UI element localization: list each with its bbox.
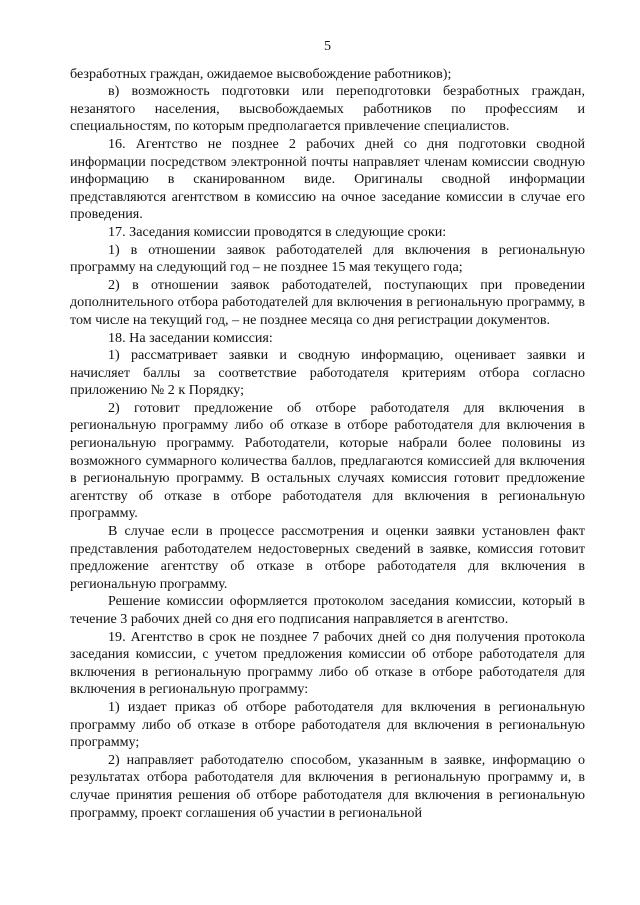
page-number: 5 <box>323 38 332 54</box>
paragraph-17-item-1: 1) в отношении заявок работодателей для включения в региональную программу на следующий год – не позднее 15 мая текущего года; <box>70 241 585 276</box>
paragraph-19-item-2: 2) направляет работодателю способом, указанным в заявке, информацию о результатах отбора работодателя для включения в региональную программу и, в случае принятия решения об отборе работодателя для включения в региональную программу, проект соглашения об участии в региональной <box>70 751 585 821</box>
paragraph-item-v: в) возможность подготовки или переподготовки безработных граждан, незанятого населения, высвобождаемых работников по профессиям и специальностям, по которым предполагается привлечение специалистов. <box>70 83 585 135</box>
paragraph-16: 16. Агентство не позднее 2 рабочих дней со дня подготовки сводной информации посредством электронной почты направляет членам комиссии сводную информацию в сканированном виде. Оригиналы сводной информации представляются агентством в комиссию на очное заседание комиссии в случае его проведения. <box>70 135 585 223</box>
paragraph-17: 17. Заседания комиссии проводятся в следующие сроки: <box>108 223 447 240</box>
paragraph-18: 18. На заседании комиссия: <box>108 329 273 346</box>
paragraph-17-item-2: 2) в отношении заявок работодателей, поступающих при проведении дополнительного отбора работодателей для включения в региональную программу, в том числе на текущий год, – не позднее месяца со дня регистрации документов. <box>70 276 585 328</box>
paragraph-18-item-2: 2) готовит предложение об отборе работодателя для включения в региональную программу либо об отказе в отборе работодателя для включения в региональную программу. Работодатели, которые набрали более половины из возможного суммарного количества баллов, предлагаются комиссией для включения в региональную программу. В остальных случаях комиссия готовит предложение агентству об отказе в отборе работодателя для включения в региональную программу. <box>70 399 585 522</box>
document-page <box>70 38 585 822</box>
paragraph-protocol: Решение комиссии оформляется протоколом заседания комиссии, который в течение 3 рабочих дней со дня его подписания направляется в агентство. <box>70 593 585 627</box>
paragraph-18-item-1: 1) рассматривает заявки и сводную информацию, оценивает заявки и начисляет баллы за соответствие работодателя критериям отбора согласно приложению № 2 к Порядку; <box>70 347 585 399</box>
paragraph-19: 19. Агентство в срок не позднее 7 рабочих дней со дня получения протокола заседания комиссии, с учетом предложения комиссии об отборе работодателя для включения в региональную программу либо об отказе в отборе работодателя для включения в региональную программу: <box>70 628 585 698</box>
paragraph-19-item-1: 1) издает приказ об отборе работодателя для включения в региональную программу либо об отказе в отборе работодателя для включения в региональную программу; <box>70 698 585 751</box>
paragraph-continuation: безработных граждан, ожидаемое высвобождение работников); <box>70 65 452 82</box>
paragraph-false-info: В случае если в процессе рассмотрения и оценки заявки установлен факт представления работодателем недостоверных сведений в заявке, комиссия готовит предложение агентству об отказе в отборе работодателя для включения в региональную программу. <box>70 523 585 592</box>
